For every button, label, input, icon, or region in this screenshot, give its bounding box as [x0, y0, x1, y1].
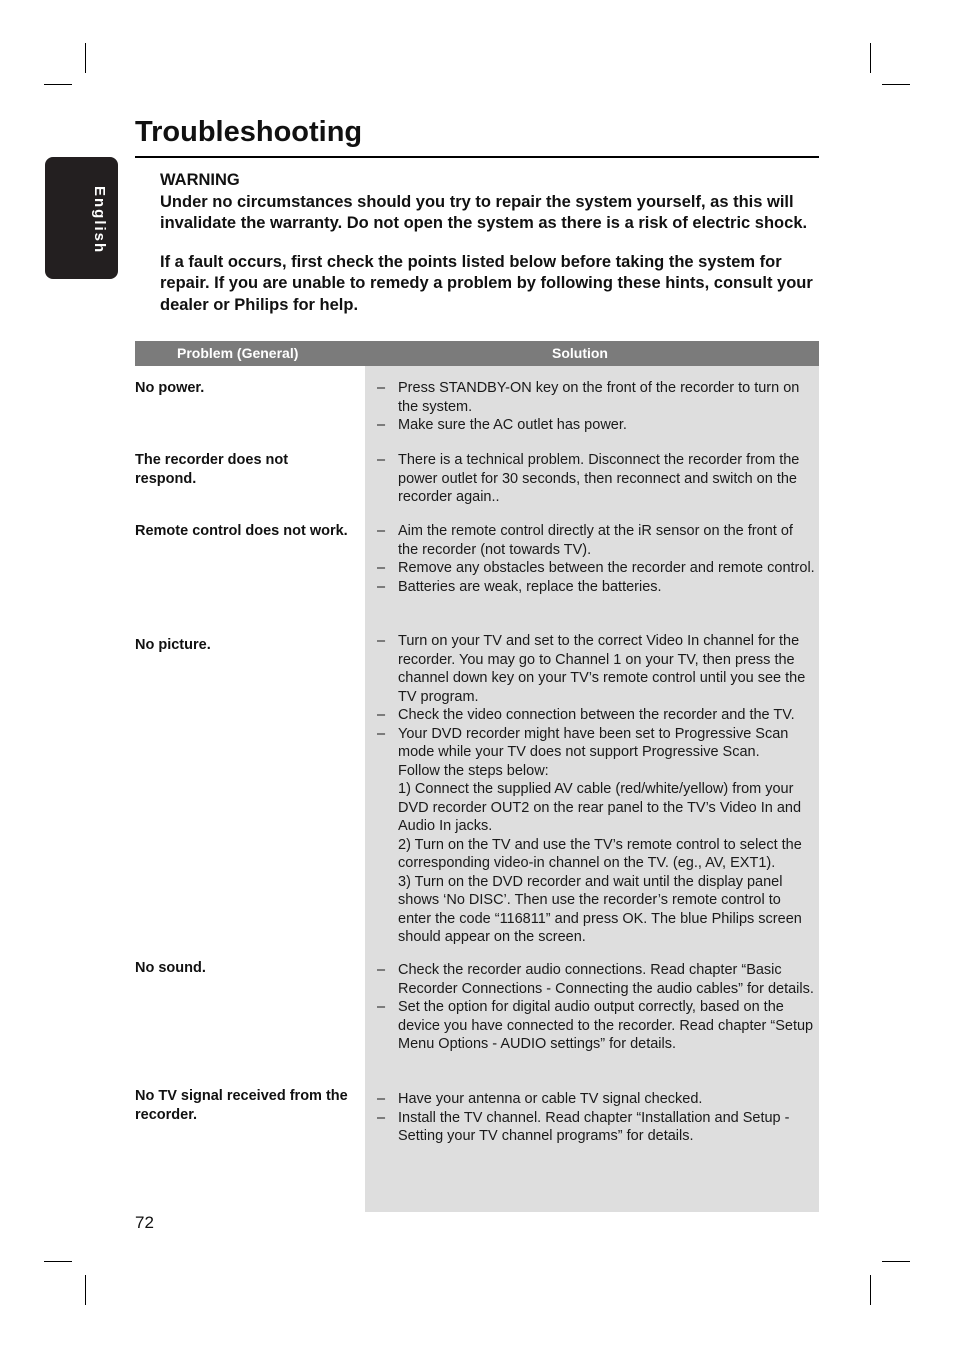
warning-text: Under no circumstances should you try to repair the system yourself, as this will invalidate the warranty. Do not open the system as there is a risk of electric shock. — [160, 192, 808, 232]
solution-item: – Remove any obstacles between the recorder and remote control. — [377, 560, 815, 576]
crop-mark — [882, 1261, 910, 1262]
solutions-no-picture — [377, 632, 817, 947]
crop-mark — [870, 1275, 871, 1305]
solutions-no-tv-signal — [377, 1090, 817, 1146]
header-solution: Solution — [552, 345, 608, 361]
solution-item: – Make sure the AC outlet has power. — [377, 417, 627, 433]
solution-item: – Press STANDBY-ON key on the front of the recorder to turn on the system. — [377, 380, 800, 415]
solution-item: – Have your antenna or cable TV signal checked. — [377, 1091, 703, 1107]
crop-mark — [44, 84, 72, 85]
table-header — [135, 341, 819, 366]
crop-mark — [882, 84, 910, 85]
solution-item: – There is a technical problem. Disconnect the recorder from the power outlet for 30 seconds, then reconnect and switch on the recorder again.. — [377, 452, 800, 505]
solution-item: – Batteries are weak, replace the batteries. — [377, 578, 662, 595]
page-number: 72 — [135, 1213, 154, 1232]
problem-no-picture: No picture. — [135, 637, 211, 653]
solution-item: – Set the option for digital audio output correctly, based on the device you have connected to the recorder. Read chapter “Setup Menu Options - AUDIO settings” for details. — [377, 999, 814, 1052]
solution-item: – Your DVD recorder might have been set to Progressive Scan mode while your TV does not support Progressive Scan. — [377, 725, 789, 760]
solution-item: – Turn on your TV and set to the correct Video In channel for the recorder. You may go to Channel 1 on your TV, then press the channel down key on your TV’s remote control until you see the TV program. — [377, 633, 806, 705]
crop-mark — [870, 43, 871, 73]
title-divider — [135, 156, 819, 158]
solutions-not-respond — [377, 451, 817, 507]
crop-mark — [85, 43, 86, 73]
crop-mark — [85, 1275, 86, 1305]
solution-item: – Check the recorder audio connections. Read chapter “Basic Recorder Connections - Connecting the audio cables” for details. — [377, 962, 814, 997]
warning-block — [160, 170, 820, 316]
warning-heading: WARNING — [160, 171, 240, 189]
solutions-no-power — [377, 379, 817, 435]
solution-item: – Check the video connection between the recorder and the TV. — [377, 707, 795, 723]
problem-no-tv-signal: No TV signal received from the recorder. — [135, 1088, 348, 1123]
solution-item: – Aim the remote control directly at the iR sensor on the front of the recorder (not towards TV). — [377, 523, 793, 558]
step-item: 3) Turn on the DVD recorder and wait until the display panel shows ‘No DISC’. Then use the recorder’s remote control to enter the code “116811” and press OK. The blue Philips screen should appear on the screen. — [398, 873, 802, 945]
problem-no-power: No power. — [135, 380, 205, 396]
page-title: Troubleshooting — [135, 116, 363, 148]
language-tab-label: English — [91, 186, 108, 255]
step-item: 2) Turn on the TV and use the TV’s remote control to select the corresponding video-in channel on the TV. (eg., AV, EXT1). — [398, 836, 802, 871]
solution-item: – Install the TV channel. Read chapter “Installation and Setup - Setting your TV channel programs” for details. — [377, 1109, 790, 1144]
solutions-no-sound — [377, 961, 817, 1054]
steps-intro: Follow the steps below: — [398, 762, 549, 779]
problem-not-respond: The recorder does not respond. — [135, 452, 289, 487]
crop-mark — [44, 1261, 72, 1262]
solutions-remote — [377, 522, 817, 596]
header-problem: Problem (General) — [177, 345, 299, 361]
warning-advice: If a fault occurs, first check the points listed below before taking the system for repair. If you are unable to remedy a problem by following these hints, consult your dealer or Philips for help. — [160, 252, 813, 314]
problem-remote: Remote control does not work. — [135, 523, 348, 539]
problem-no-sound: No sound. — [135, 960, 206, 976]
step-item: 1) Connect the supplied AV cable (red/white/yellow) from your DVD recorder OUT2 on the rear panel to the TV’s Video In and Audio In jacks. — [398, 781, 802, 834]
